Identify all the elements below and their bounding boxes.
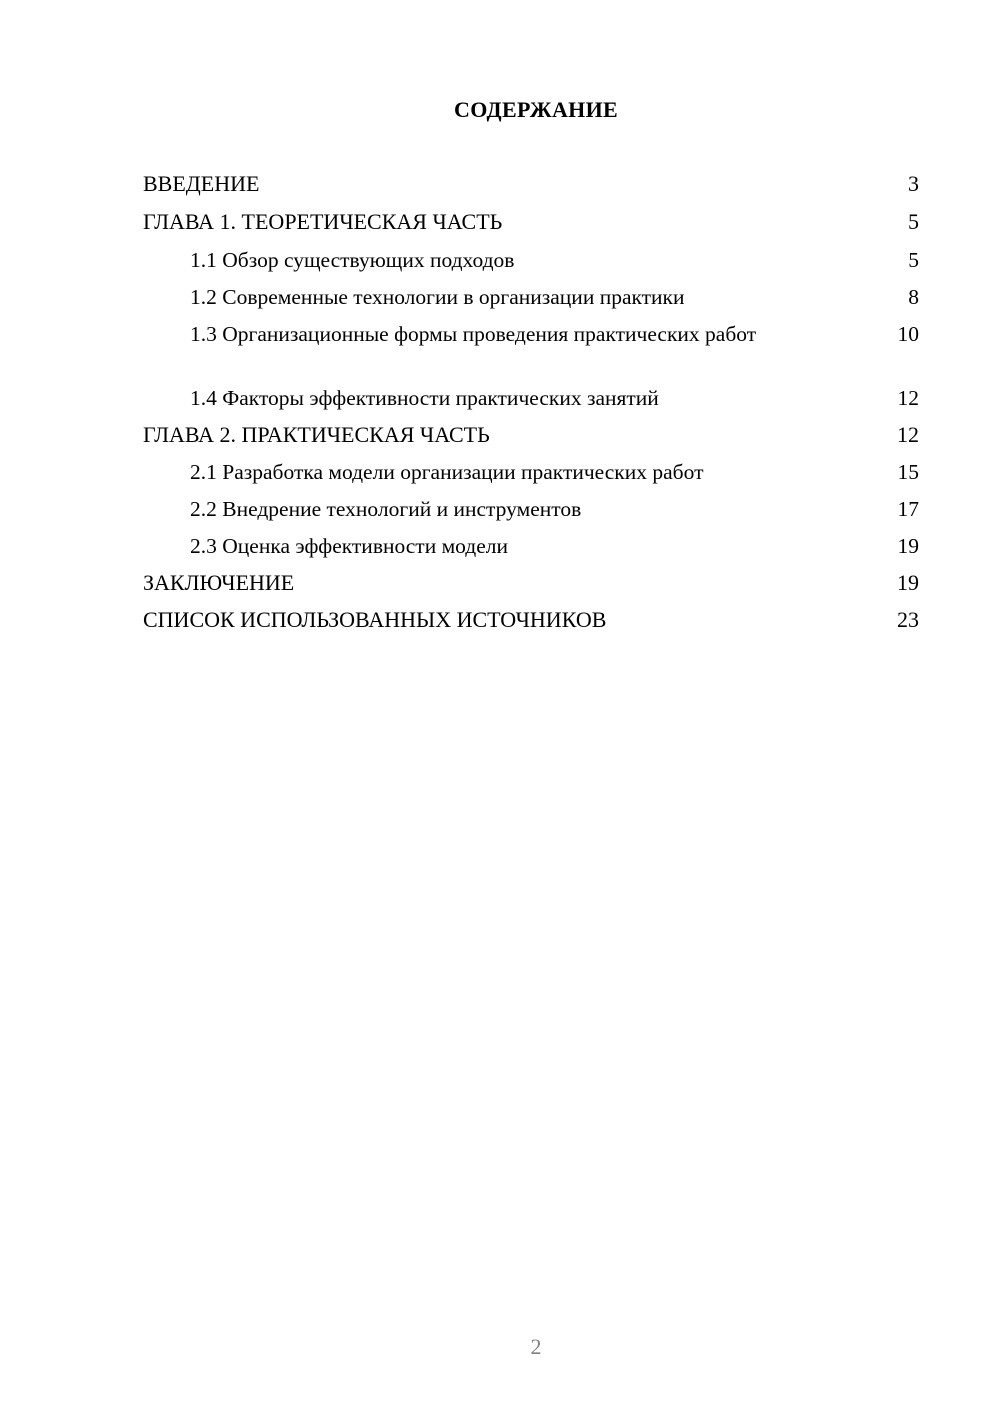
page-number: 2: [530, 1334, 542, 1359]
toc-entry-page: 17: [897, 497, 919, 521]
toc-entry-label: 1.4 Факторы эффективности практических занятий: [190, 386, 659, 410]
toc-entry-label: 1.3 Организационные формы проведения практических работ: [190, 322, 757, 346]
toc-entry-page: 19: [897, 570, 919, 595]
toc-entry-section-1-3[interactable]: [190, 321, 919, 347]
toc-entry-label: 2.3 Оценка эффективности модели: [190, 534, 509, 558]
toc-title: СОДЕРЖАНИЕ: [454, 97, 618, 122]
toc-entry-references[interactable]: [143, 607, 919, 633]
toc-entry-page: 12: [897, 386, 919, 410]
toc-entry-section-1-2[interactable]: [190, 284, 919, 310]
toc-entry-label: ВВЕДЕНИЕ: [143, 171, 260, 196]
toc-entry-section-2-1[interactable]: [190, 459, 919, 485]
toc-entry-section-1-1[interactable]: [190, 247, 919, 273]
toc-entry-label: 2.2 Внедрение технологий и инструментов: [190, 497, 582, 521]
toc-entry-chapter-1[interactable]: [143, 209, 919, 235]
toc-entry-label: ЗАКЛЮЧЕНИЕ: [143, 570, 295, 595]
toc-entry-page: 8: [908, 285, 919, 309]
toc-entry-label: 1.2 Современные технологии в организации практики: [190, 285, 685, 309]
toc-entry-section-2-2[interactable]: [190, 496, 919, 522]
toc-entry-label: 2.1 Разработка модели организации практических работ: [190, 460, 704, 484]
toc-entry-section-1-4[interactable]: [190, 385, 919, 411]
toc-entry-label: ГЛАВА 1. ТЕОРЕТИЧЕСКАЯ ЧАСТЬ: [143, 209, 503, 234]
toc-entry-page: 15: [897, 460, 919, 484]
toc-entry-introduction[interactable]: [143, 171, 919, 197]
toc-entry-page: 12: [897, 422, 919, 447]
toc-entry-section-2-3[interactable]: [190, 533, 919, 559]
toc-entry-page: 5: [908, 209, 919, 234]
toc-entry-label: ГЛАВА 2. ПРАКТИЧЕСКАЯ ЧАСТЬ: [143, 422, 490, 447]
toc-entry-page: 3: [908, 171, 919, 196]
toc-entry-page: 19: [897, 534, 919, 558]
toc-entry-page: 5: [908, 248, 919, 272]
toc-entry-chapter-2[interactable]: [143, 422, 919, 448]
toc-entry-label: 1.1 Обзор существующих подходов: [190, 248, 515, 272]
toc-entry-page: 23: [897, 607, 919, 632]
toc-entry-page: 10: [897, 322, 919, 346]
toc-entry-label: СПИСОК ИСПОЛЬЗОВАННЫХ ИСТОЧНИКОВ: [143, 607, 607, 632]
toc-entry-conclusion[interactable]: [143, 570, 919, 596]
